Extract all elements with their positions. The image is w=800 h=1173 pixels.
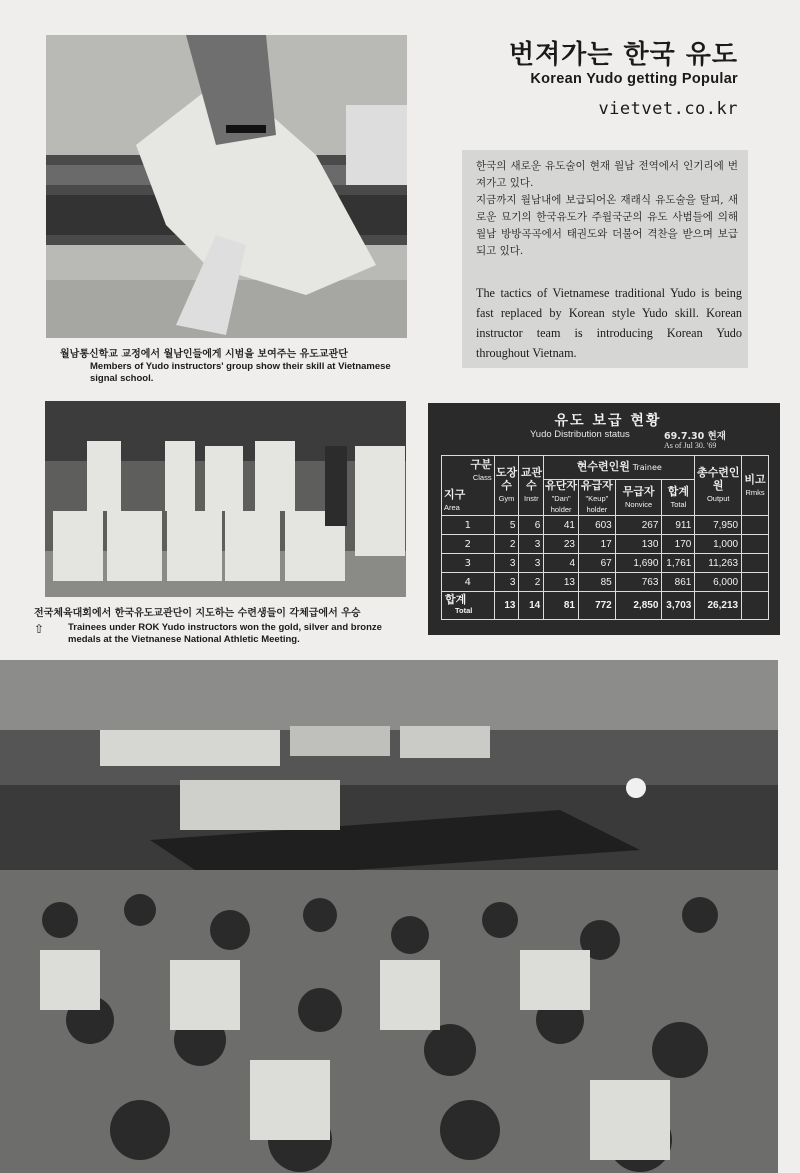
stats-date: 69.7.30 현재 xyxy=(664,431,726,442)
header-gym: 도장수 Gym xyxy=(494,456,519,516)
table-row: 2 2 3 23 17 130 170 1,000 xyxy=(442,535,769,554)
site-watermark: vietvet.co.kr xyxy=(598,99,738,119)
stats-title: 유도 보급 현황 xyxy=(554,413,662,429)
stats-as-of: As of Jul 30. '69 xyxy=(664,441,717,450)
header-instructors: 교관수 Instr xyxy=(519,456,544,516)
page-title-english: Korean Yudo getting Popular xyxy=(530,71,738,87)
up-arrow-icon: ⇧ xyxy=(34,622,45,636)
article-body-korean: 한국의 새로운 유도술이 현재 월남 전역에서 인기리에 번져가고 있다. 지금까지 월남내에 보급되어온 재래식 유도술을 탈피, 새로운 묘기의 한국유도가 주월국군의 유도 사범들에 의해 월남 방방곡곡에서 태권도와 더불어 격찬을 받으며 보급되고 있다. xyxy=(476,160,738,257)
photo-yudo-throw xyxy=(46,35,407,338)
photo-gymnasium-crowd xyxy=(0,660,778,1173)
header-class-area: 구분 Class 지구 Area xyxy=(442,456,495,516)
photo1-caption-english: Members of Yudo instructors' group show their skill at Vietnamese signal school. xyxy=(90,361,391,384)
distribution-table xyxy=(441,455,769,620)
header-novice: 무급자 Nonvice xyxy=(615,480,662,516)
photo-medal-winners xyxy=(45,401,406,597)
header-output: 총수련인원 Output xyxy=(695,456,742,516)
table-total-row: 합계 Total 13 14 81 772 2,850 3,703 26,213 xyxy=(442,592,769,620)
header-keup-holder: 유급자 "Keup" holder xyxy=(579,480,616,516)
header-total: 합계 Total xyxy=(662,480,695,516)
header-remarks: 비고 Rmks xyxy=(742,456,769,516)
table-row: 1 5 6 41 603 267 911 7,950 xyxy=(442,516,769,535)
table-row: 4 3 2 13 85 763 861 6,000 xyxy=(442,573,769,592)
photo1-caption-korean: 월남통신학교 교정에서 월남인들에게 시범을 보여주는 유도교관단 xyxy=(60,349,348,360)
photo2-caption-english: Trainees under ROK Yudo instructors won the gold, silver and bronze medals at the Vietnanese National Athletic Meeting. xyxy=(68,622,382,645)
page-title-korean: 번져가는 한국 유도 xyxy=(508,40,738,70)
photo2-caption-korean: 전국체육대회에서 한국유도교관단이 지도하는 수련생들이 각체급에서 우승 xyxy=(34,608,361,619)
table-row: 3 3 3 4 67 1,690 1,761 11,263 xyxy=(442,554,769,573)
header-trainee: 현수련인원 Trainee xyxy=(544,456,695,480)
article-body-english: The tactics of Vietnamese traditional Yudo is being fast replaced by Korean style Yudo skill. Korean instructor team is introducing Korean Yudo throughout Vietnam. xyxy=(476,286,742,360)
header-dan-holder: 유단자 "Dan" holder xyxy=(545,479,578,514)
stats-subtitle: Yudo Distribution status xyxy=(530,429,630,440)
